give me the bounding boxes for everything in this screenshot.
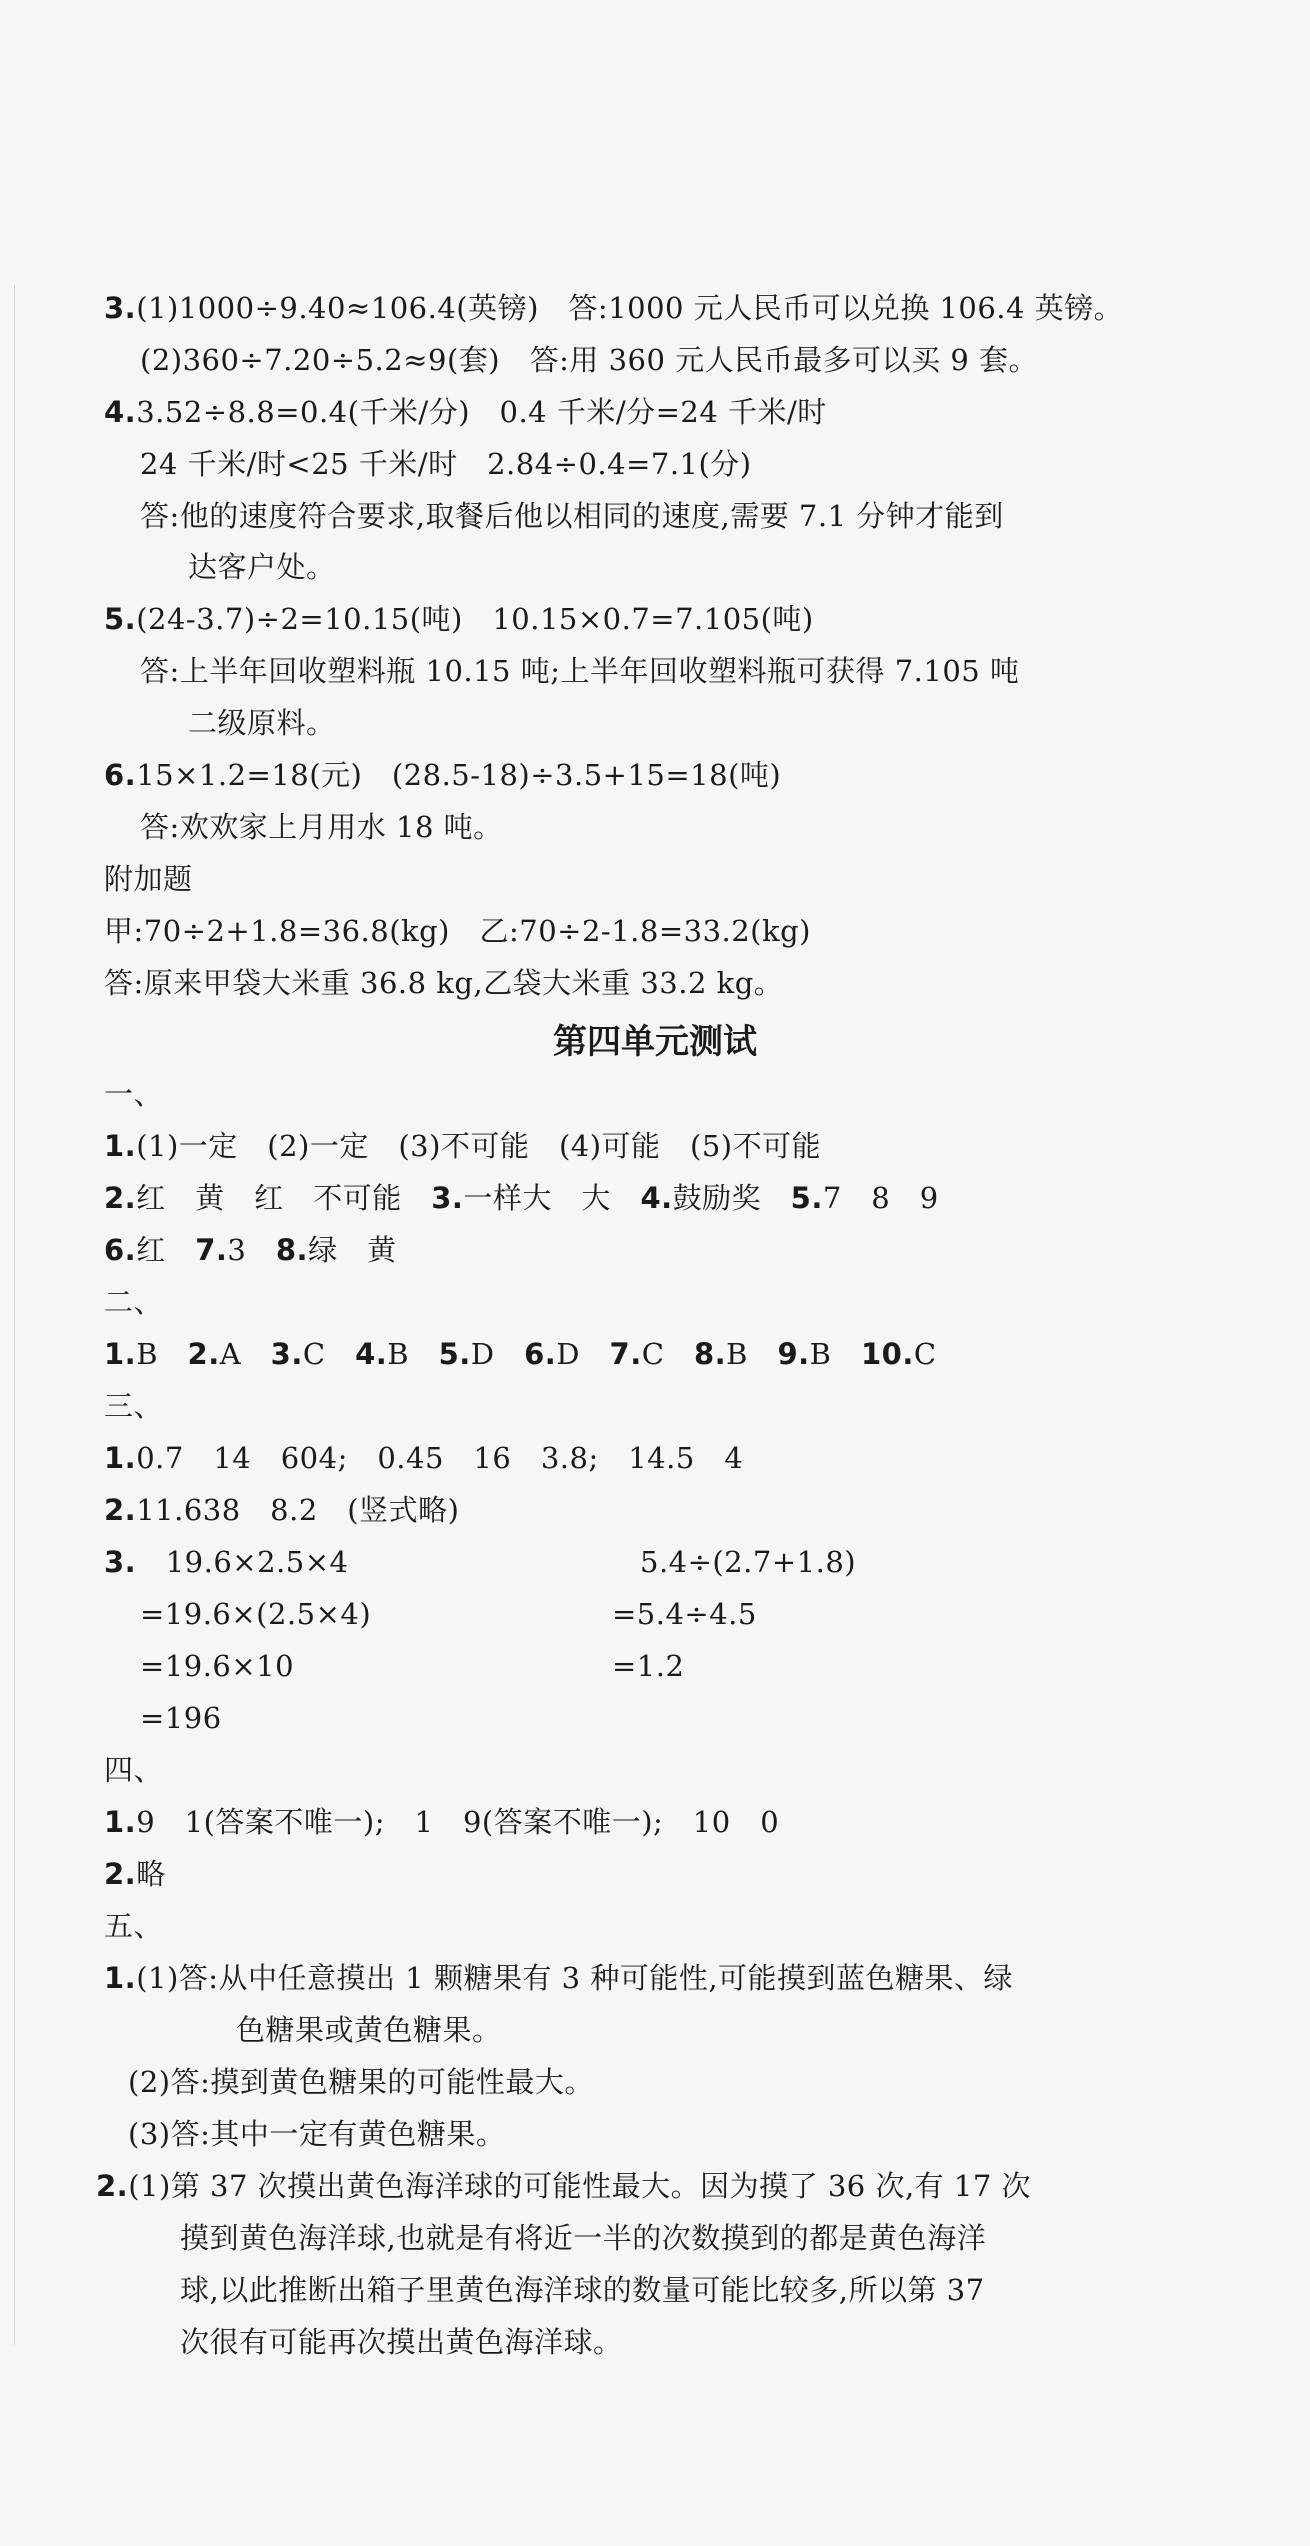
line-3-1: 3.(1)1000÷9.40≈106.4(英镑) 答:1000 元人民币可以兑换 106.4 英镑。	[104, 291, 1124, 325]
sec2-line-1: 1.B 2.A 3.C 4.B 5.D 6.D 7.C 8.B 9.B 10.C	[104, 1337, 937, 1371]
sec3-calc-left-3: =19.6×10	[140, 1649, 295, 1683]
sec5-line-6: 球,以此推断出箱子里黄色海洋球的数量可能比较多,所以第 37	[180, 2273, 985, 2307]
line-6-2: 答:欢欢家上月用水 18 吨。	[140, 810, 503, 844]
sec5-line-3: (3)答:其中一定有黄色糖果。	[128, 2117, 506, 2151]
sec3-line-2: 2.11.638 8.2 (竖式略)	[104, 1493, 460, 1527]
line-4-1: 4.3.52÷8.8=0.4(千米/分) 0.4 千米/分=24 千米/时	[104, 395, 827, 429]
unit-title: 第四单元测试	[553, 1022, 757, 1062]
sec4-line-1: 1.9 1(答案不唯一); 1 9(答案不唯一); 10 0	[104, 1805, 780, 1839]
extra-line-2: 答:原来甲袋大米重 36.8 kg,乙袋大米重 33.2 kg。	[104, 966, 784, 1000]
extra-heading: 附加题	[104, 862, 193, 896]
sec5-line-5: 摸到黄色海洋球,也就是有将近一半的次数摸到的都是黄色海洋	[180, 2221, 987, 2255]
section-5-heading: 五、	[104, 1909, 164, 1943]
sec5-line-1-cont: 色糖果或黄色糖果。	[236, 2013, 502, 2047]
sec1-line-1: 1.(1)一定 (2)一定 (3)不可能 (4)可能 (5)不可能	[104, 1129, 822, 1163]
line-4-2: 24 千米/时<25 千米/时 2.84÷0.4=7.1(分)	[140, 447, 752, 481]
sec3-calc-left-4: =196	[140, 1701, 222, 1735]
line-5-1: 5.(24-3.7)÷2=10.15(吨) 10.15×0.7=7.105(吨)	[104, 602, 814, 636]
line-4-4: 达客户处。	[188, 550, 336, 584]
sec3-calc-right-2: =5.4÷4.5	[612, 1597, 757, 1631]
line-6-1: 6.15×1.2=18(元) (28.5-18)÷3.5+15=18(吨)	[104, 758, 782, 792]
section-4-heading: 四、	[104, 1753, 164, 1787]
section-3-heading: 三、	[104, 1389, 164, 1423]
section-2-heading: 二、	[104, 1285, 164, 1319]
sec1-line-2: 2.红 黄 红 不可能 3.一样大 大 4.鼓励奖 5.7 8 9	[104, 1181, 939, 1215]
line-3-2: (2)360÷7.20÷5.2≈9(套) 答:用 360 元人民币最多可以买 9 套。	[140, 343, 1039, 377]
section-1-heading: 一、	[104, 1077, 164, 1111]
line-5-2: 答:上半年回收塑料瓶 10.15 吨;上半年回收塑料瓶可获得 7.105 吨	[140, 654, 1020, 688]
sec3-line-1: 1.0.7 14 604; 0.45 16 3.8; 14.5 4	[104, 1441, 744, 1475]
sec1-line-3: 6.红 7.3 8.绿 黄	[104, 1233, 397, 1267]
sec3-line-3-left: 3. 19.6×2.5×4	[104, 1545, 349, 1579]
sec5-line-1: 1.(1)答:从中任意摸出 1 颗糖果有 3 种可能性,可能摸到蓝色糖果、绿	[104, 1961, 1014, 1995]
sec5-line-7: 次很有可能再次摸出黄色海洋球。	[180, 2325, 623, 2359]
sec5-line-4: 2.(1)第 37 次摸出黄色海洋球的可能性最大。因为摸了 36 次,有 17 次	[96, 2169, 1032, 2203]
sec3-calc-left-2: =19.6×(2.5×4)	[140, 1597, 372, 1631]
extra-line-1: 甲:70÷2+1.8=36.8(kg) 乙:70÷2-1.8=33.2(kg)	[104, 914, 811, 948]
line-5-3: 二级原料。	[188, 706, 336, 740]
line-4-3: 答:他的速度符合要求,取餐后他以相同的速度,需要 7.1 分钟才能到	[140, 499, 1004, 533]
sec5-line-2: (2)答:摸到黄色糖果的可能性最大。	[128, 2065, 594, 2099]
sec4-line-2: 2.略	[104, 1857, 166, 1891]
margin-divider	[14, 285, 15, 2345]
sec3-line-3-right: 5.4÷(2.7+1.8)	[640, 1545, 857, 1579]
sec3-calc-right-3: =1.2	[612, 1649, 685, 1683]
